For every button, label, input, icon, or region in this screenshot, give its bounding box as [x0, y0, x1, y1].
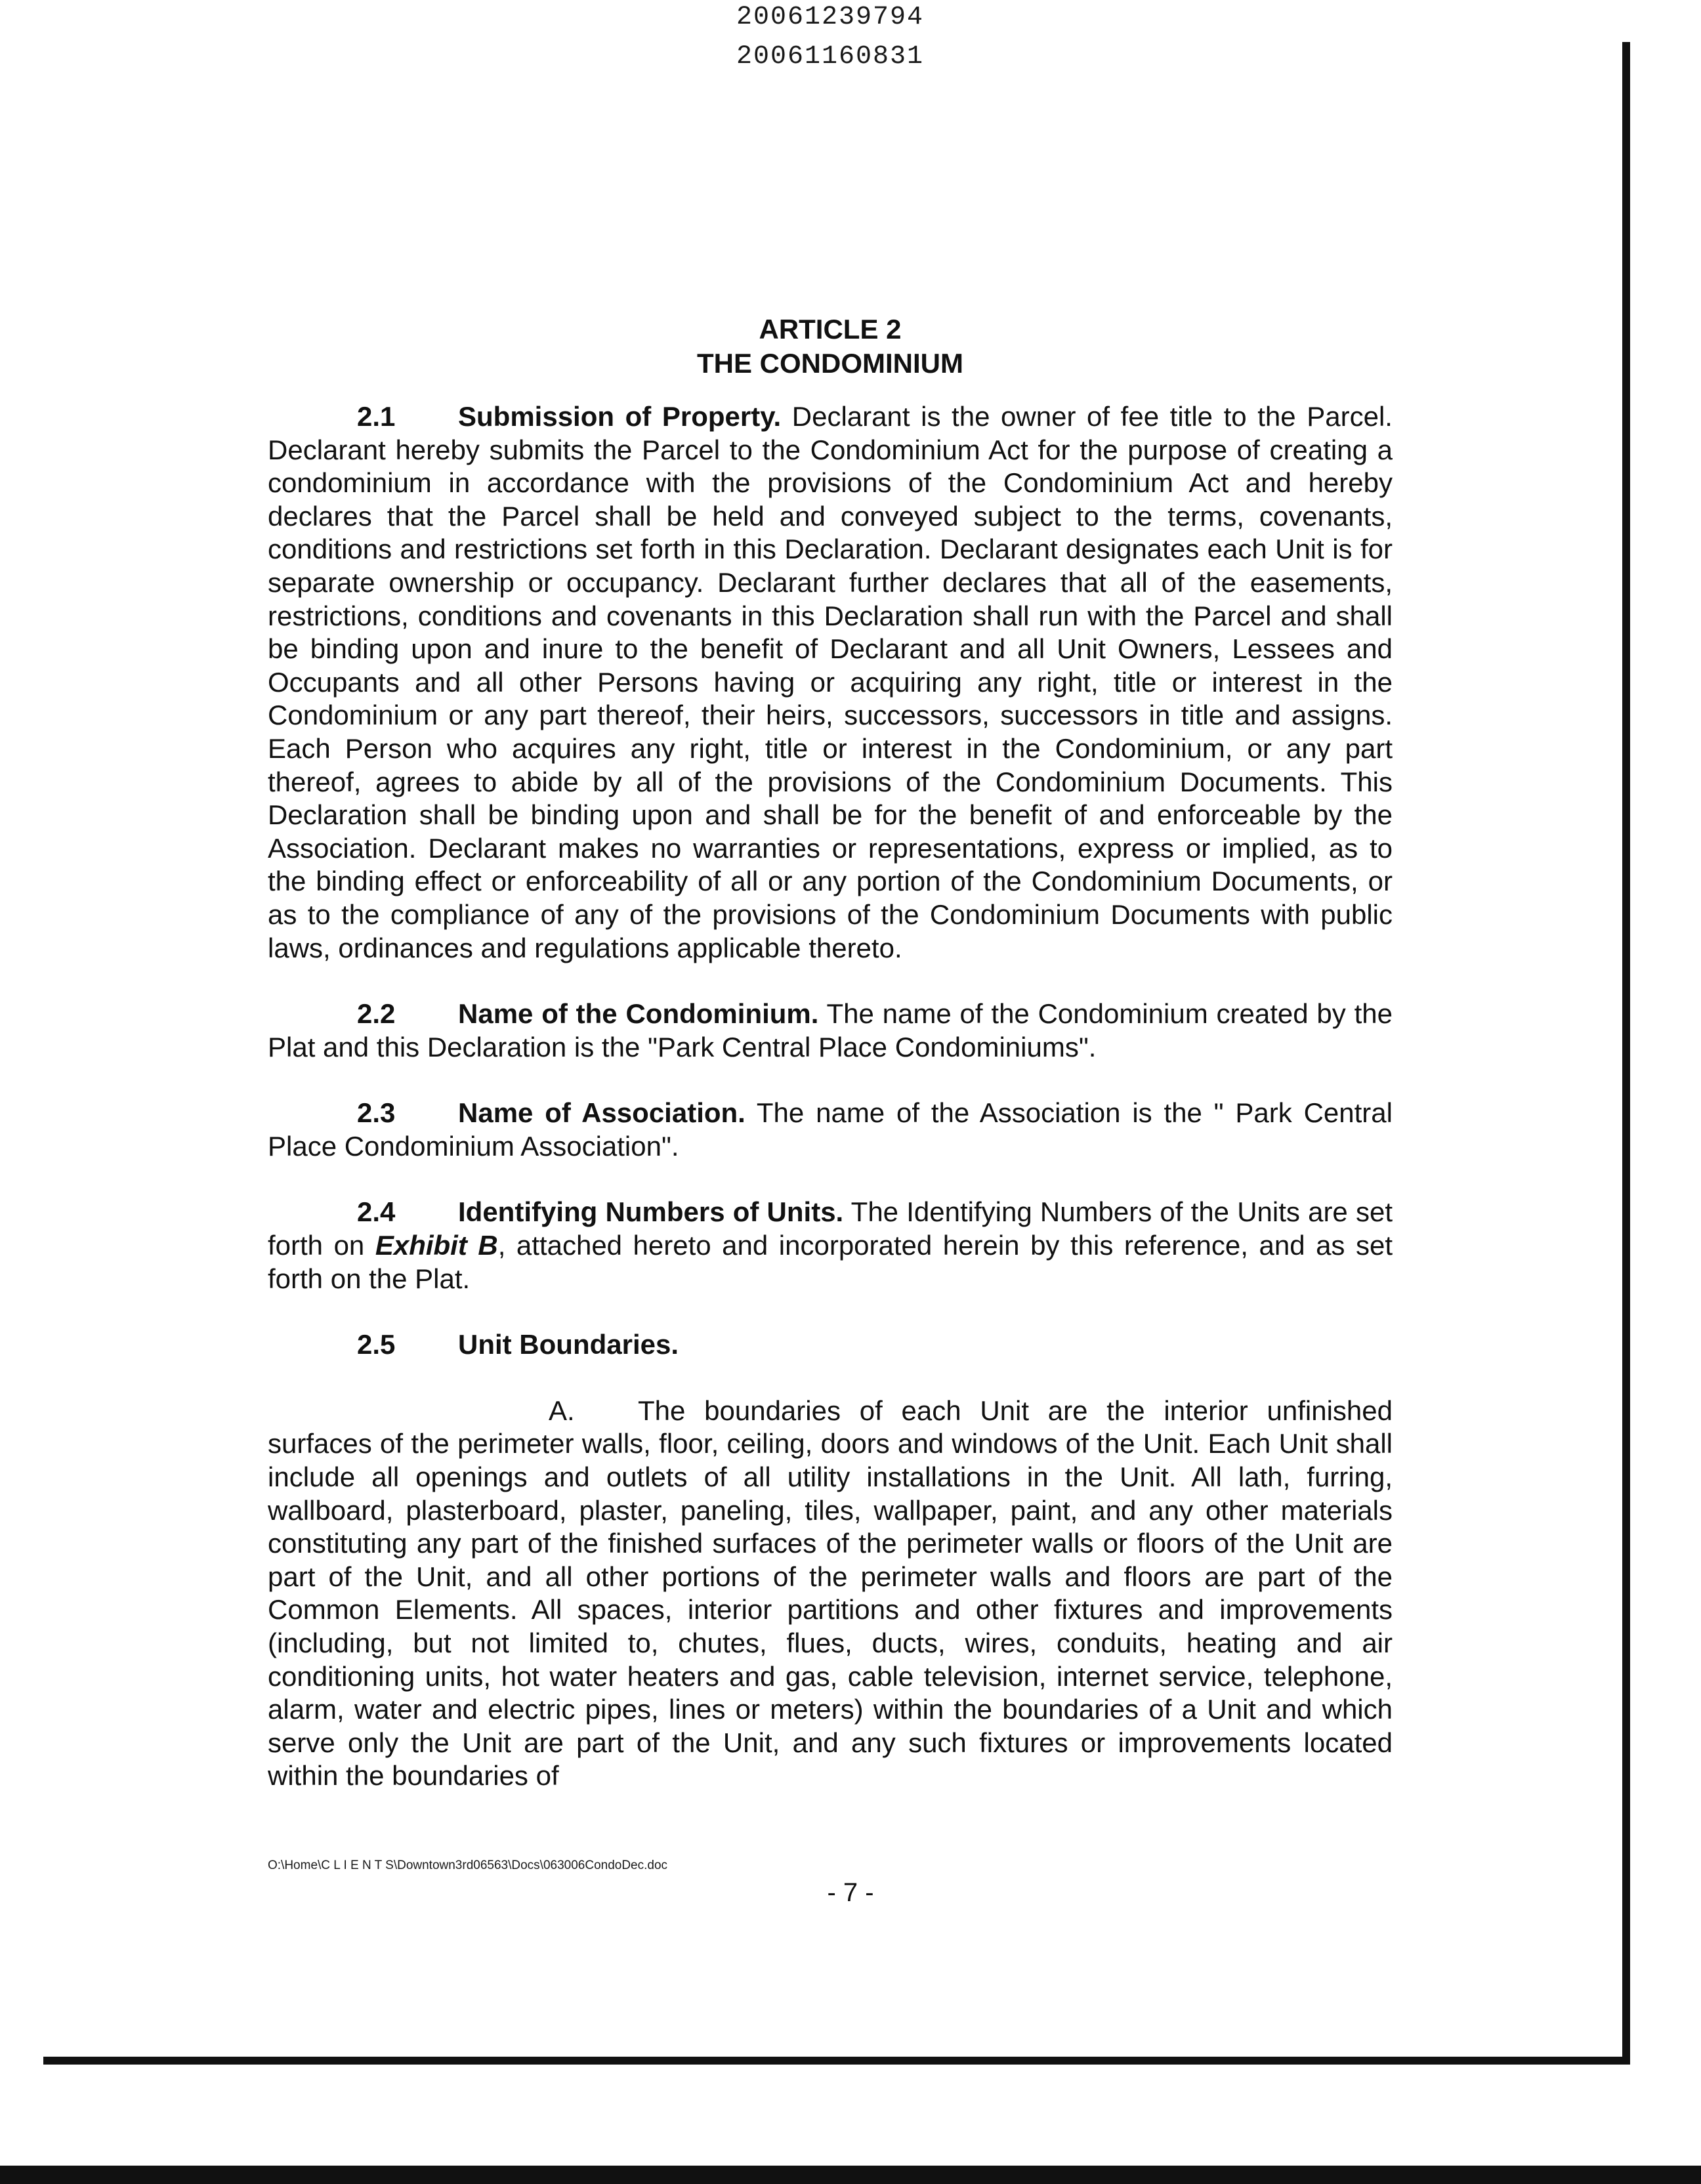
section-2-5-a: [268, 1395, 1393, 1793]
document-body: [268, 312, 1393, 1793]
recording-number-1: 20061239794: [736, 3, 925, 32]
subsection-letter: A.: [549, 1395, 575, 1426]
section-number: 2.5: [357, 1329, 396, 1360]
section-text-continued: , attached hereto and incorporated herein by this reference, and as set forth on the Plat.: [268, 1230, 1393, 1294]
article-heading: [268, 312, 1393, 381]
section-title: Submission of Property.: [458, 401, 782, 432]
section-2-4: [268, 1196, 1393, 1295]
section-number: 2.2: [357, 998, 396, 1030]
page-number: - 7 -: [827, 1878, 874, 1907]
section-text: Declarant is the owner of fee title to the Parcel. Declarant hereby submits the Parcel to the Condominium Act for the purpose of creating a condominium in accordance with the provisions of the Condominium Act and hereby declares that the Parcel shall be held and conveyed subject to the terms, covenants, conditions and restrictions set forth in this Declaration. Declarant designates each Unit is for separate ownership or occupancy. Declarant further declares that all of the easements, restrictions, conditions and covenants in this Declaration shall run with the Parcel and shall be binding upon and inure to the benefit of Declarant and all Unit Owners, Lessees and Occupants and all other Persons having or acquiring any right, title or interest in the Condominium or any part thereof, their heirs, successors, successors in title and assigns. Each Person who acquires any right, title or interest in the Condominium, or any part thereof, agrees to abide by all of the provisions of the Condominium Documents. This Declaration shall be binding upon and shall be for the benefit of and enforceable by the Association. Declarant makes no warranties or representations, express or implied, as to the binding effect or enforceability of all or any portion of the Condominium Documents, or as to the compliance of any of the provisions of the Condominium Documents with public laws, ordinances and regulations applicable thereto.: [268, 401, 1393, 963]
section-title: Name of the Condominium.: [458, 998, 819, 1030]
section-2-3: [268, 1097, 1393, 1163]
section-text: The Identifying Numbers of the Units are set forth on: [268, 1196, 1393, 1261]
scan-edge-bottom: [0, 2166, 1701, 2184]
scan-border-bottom: [43, 2057, 1630, 2065]
section-2-1: [268, 400, 1393, 965]
section-2-2: [268, 998, 1393, 1064]
section-title: Identifying Numbers of Units.: [458, 1196, 844, 1228]
article-title: THE CONDOMINIUM: [697, 348, 963, 379]
section-title: Name of Association.: [458, 1097, 746, 1129]
section-number: 2.1: [357, 401, 396, 432]
section-2-5-heading: [268, 1328, 1393, 1362]
section-text: The name of the Association is the " Park Central Place Condominium Association".: [268, 1097, 1393, 1162]
section-title: Unit Boundaries.: [458, 1329, 679, 1360]
subsection-text: The boundaries of each Unit are the interior unfinished surfaces of the perimeter walls, floor, ceiling, doors and windows of the Unit. Each Unit shall include all openings and outlets of all utility installations in the Unit. All lath, furring, wallboard, plasterboard, plaster, paneling, tiles, wallpaper, paint, and any other materials constituting any part of the finished surfaces of the perimeter walls or floors of the Unit are part of the Unit, and all other portions of the perimeter walls and floors are part of the Common Elements. All spaces, interior partitions and other fixtures and improvements (including, but not limited to, chutes, flues, ducts, wires, conduits, heating and air conditioning units, hot water heaters and gas, cable television, internet service, telephone, alarm, water and electric pipes, lines or meters) within the boundaries of a Unit and which serve only the Unit are part of the Unit, and any such fixtures or improvements located within the boundaries of: [268, 1395, 1393, 1792]
scan-border-right: [1622, 42, 1630, 2063]
section-text: The name of the Condominium created by the Plat and this Declaration is the "Park Central Place Condominiums".: [268, 998, 1393, 1062]
recording-number-2: 20061160831: [736, 42, 925, 72]
section-number: 2.3: [357, 1097, 396, 1129]
section-number: 2.4: [357, 1196, 396, 1228]
exhibit-reference: Exhibit B: [375, 1230, 498, 1261]
footer-file-path: O:\Home\C L I E N T S\Downtown3rd06563\Docs\063006CondoDec.doc: [268, 1858, 668, 1872]
article-number: ARTICLE 2: [759, 314, 902, 345]
